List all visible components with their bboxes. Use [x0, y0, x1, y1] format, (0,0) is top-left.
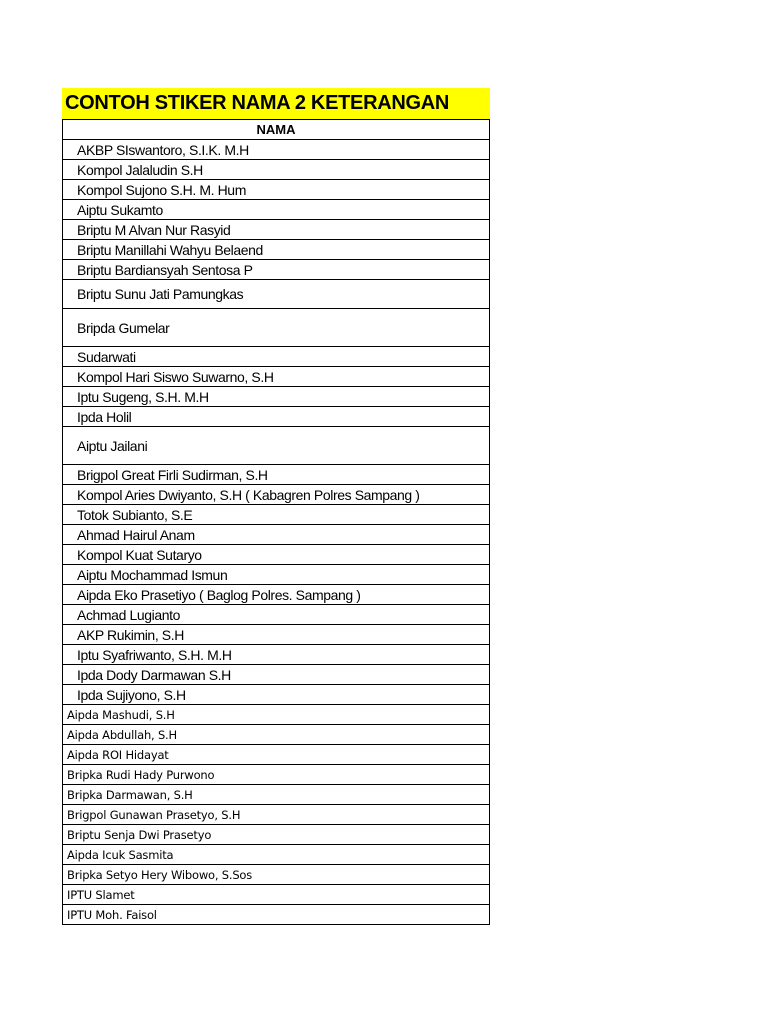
name-cell: Kompol Jalaludin S.H	[63, 160, 490, 180]
table-row	[63, 160, 490, 180]
table-row	[63, 220, 490, 240]
name-cell: AKBP SIswantoro, S.I.K. M.H	[63, 140, 490, 160]
name-cell: Aiptu Mochammad Ismun	[63, 565, 490, 585]
name-cell: Totok Subianto, S.E	[63, 505, 490, 525]
sticker-sheet	[62, 88, 490, 925]
table-row	[63, 625, 490, 645]
table-row	[63, 665, 490, 685]
name-cell: Aipda ROI Hidayat	[63, 745, 490, 765]
name-cell: Sudarwati	[63, 347, 490, 367]
table-row	[63, 280, 490, 309]
name-cell: Kompol Kuat Sutaryo	[63, 545, 490, 565]
table-row	[63, 565, 490, 585]
name-cell: Brigpol Great Firli Sudirman, S.H	[63, 465, 490, 485]
table-row	[63, 745, 490, 765]
name-cell: Aipda Icuk Sasmita	[63, 845, 490, 865]
table-row	[63, 685, 490, 705]
name-cell: Aiptu Sukamto	[63, 200, 490, 220]
table-row	[63, 825, 490, 845]
table-row	[63, 180, 490, 200]
name-cell: Briptu Bardiansyah Sentosa P	[63, 260, 490, 280]
table-row	[63, 845, 490, 865]
table-row	[63, 407, 490, 427]
name-cell: Aiptu Jailani	[63, 427, 490, 465]
name-cell: Ipda Sujiyono, S.H	[63, 685, 490, 705]
table-row	[63, 805, 490, 825]
table-row	[63, 885, 490, 905]
name-cell: Briptu M Alvan Nur Rasyid	[63, 220, 490, 240]
table-row	[63, 585, 490, 605]
name-cell: Kompol Hari Siswo Suwarno, S.H	[63, 367, 490, 387]
name-cell: Bripda Gumelar	[63, 309, 490, 347]
name-cell: Ipda Dody Darmawan S.H	[63, 665, 490, 685]
column-header-nama: NAMA	[63, 120, 490, 140]
name-cell: Aipda Eko Prasetiyo ( Baglog Polres. Sampang )	[63, 585, 490, 605]
table-row	[63, 427, 490, 465]
name-cell: Briptu Sunu Jati Pamungkas	[63, 280, 490, 309]
table-row	[63, 260, 490, 280]
names-table	[62, 119, 490, 925]
name-cell: Briptu Senja Dwi Prasetyo	[63, 825, 490, 845]
name-cell: Aipda Abdullah, S.H	[63, 725, 490, 745]
table-row	[63, 240, 490, 260]
header-row	[63, 120, 490, 140]
name-cell: Iptu Sugeng, S.H. M.H	[63, 387, 490, 407]
table-row	[63, 705, 490, 725]
name-cell: Ipda Holil	[63, 407, 490, 427]
table-row	[63, 387, 490, 407]
name-cell: Brigpol Gunawan Prasetyo, S.H	[63, 805, 490, 825]
table-row	[63, 905, 490, 925]
table-row	[63, 645, 490, 665]
name-cell: Ahmad Hairul Anam	[63, 525, 490, 545]
name-cell: IPTU Slamet	[63, 885, 490, 905]
table-row	[63, 140, 490, 160]
table-row	[63, 545, 490, 565]
sheet-title: CONTOH STIKER NAMA 2 KETERANGAN	[62, 88, 490, 119]
table-row	[63, 485, 490, 505]
table-row	[63, 309, 490, 347]
table-row	[63, 865, 490, 885]
table-row	[63, 765, 490, 785]
name-cell: Kompol Aries Dwiyanto, S.H ( Kabagren Polres Sampang )	[63, 485, 490, 505]
table-row	[63, 200, 490, 220]
table-row	[63, 505, 490, 525]
name-cell: Iptu Syafriwanto, S.H. M.H	[63, 645, 490, 665]
name-cell: Kompol Sujono S.H. M. Hum	[63, 180, 490, 200]
name-cell: Achmad Lugianto	[63, 605, 490, 625]
name-cell: Aipda Mashudi, S.H	[63, 705, 490, 725]
table-row	[63, 605, 490, 625]
name-cell: IPTU Moh. Faisol	[63, 905, 490, 925]
table-row	[63, 725, 490, 745]
table-row	[63, 347, 490, 367]
name-cell: Bripka Setyo Hery Wibowo, S.Sos	[63, 865, 490, 885]
name-cell: Briptu Manillahi Wahyu Belaend	[63, 240, 490, 260]
table-row	[63, 785, 490, 805]
name-cell: AKP Rukimin, S.H	[63, 625, 490, 645]
table-row	[63, 367, 490, 387]
table-row	[63, 465, 490, 485]
name-cell: Bripka Darmawan, S.H	[63, 785, 490, 805]
table-row	[63, 525, 490, 545]
name-cell: Bripka Rudi Hady Purwono	[63, 765, 490, 785]
